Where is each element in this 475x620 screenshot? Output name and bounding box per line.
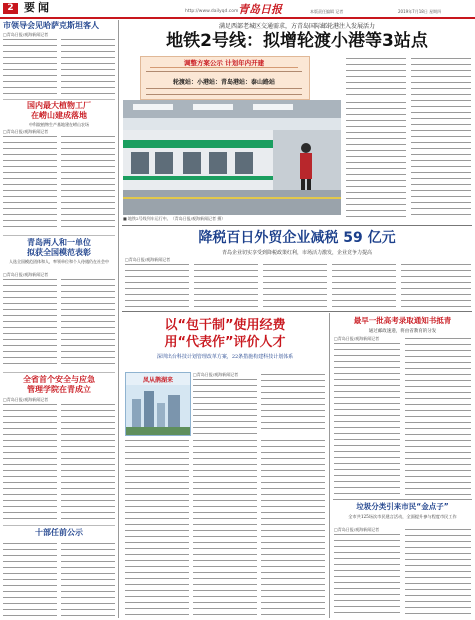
masthead-info: 本版责任编辑 记者 <box>310 9 344 14</box>
article-subtitle: 中科院植物生产基地建在崂山农场 <box>29 122 89 127</box>
story3-body <box>193 377 257 434</box>
right-story-body <box>334 341 400 496</box>
lead-box-title: 调整方案公示 计划年内开建 <box>183 59 265 67</box>
lead-body <box>346 100 406 220</box>
inset-graphic <box>125 372 191 436</box>
article-title: 十部任前公示 <box>35 528 83 537</box>
left-column-divider <box>118 20 119 618</box>
article-title: 全省首个安全与应急 管理学院在青成立 <box>23 375 95 394</box>
divider <box>3 525 115 526</box>
issue-date: 2019年7月18日 星期四 <box>398 9 442 14</box>
article-title: 国内最大植物工厂 在崂山建成落地 <box>27 101 91 120</box>
article-body <box>3 541 57 617</box>
story3-byline: □青岛日报/观海新闻记者 <box>193 372 239 377</box>
photo-caption: ■ 地铁2号线列车运行中。（青岛日报/观海新闻记者 摄） <box>123 216 226 221</box>
article-body <box>61 37 115 97</box>
building-illustration <box>126 385 190 435</box>
newspaper-logo: 青岛日报 <box>238 3 282 16</box>
story2-body <box>194 262 258 308</box>
masthead-rule <box>0 17 475 19</box>
lead-body <box>411 56 471 220</box>
story3-subhead: 深圳出台科技计划管理改革方案，22条措施构建科技计划体系 <box>156 354 294 360</box>
article-body <box>61 402 115 522</box>
right-story-title: 垃圾分类引来市民“金点子” <box>356 502 449 511</box>
story2-body <box>332 262 396 308</box>
lead-box-text <box>146 69 302 75</box>
story2-headline: 降税百日外贸企业减税 59 亿元 <box>198 230 396 246</box>
story3-body <box>261 438 325 617</box>
story2-byline: □青岛日报/观海新闻记者 <box>125 257 171 262</box>
masthead <box>0 0 475 17</box>
story2-body <box>401 262 471 308</box>
story2-body <box>263 262 327 308</box>
divider <box>150 67 298 68</box>
divider <box>333 499 472 500</box>
lead-kicker: 满足西部老城区交通需求，方青岛国际邮轮港注入发展活力 <box>218 23 375 30</box>
story3-body <box>193 438 257 617</box>
right-story-body <box>405 527 471 617</box>
right-story-subtitle: 全市共125场次市民建言活动，全面提升参与程度市民工作 <box>348 514 457 519</box>
lead-box-text <box>146 86 302 96</box>
section-rule <box>122 225 472 226</box>
section-rule <box>122 311 472 312</box>
article-body <box>61 134 115 232</box>
story3-body <box>125 438 189 617</box>
article-subtitle: 人选全国模范团体和人，率领单位和个人待遇仍在社会中 <box>9 259 109 264</box>
story3-headline-line1: 以“包干制”使用经费 <box>164 318 286 333</box>
article-title: 市领导会见哈萨克斯坦客人 <box>3 21 99 30</box>
article-byline: □青岛日报/观海新闻记者 <box>3 397 49 402</box>
section-title: 要闻 <box>24 1 52 14</box>
divider <box>3 99 115 100</box>
right-story-body <box>405 336 471 496</box>
story2-subhead: 青岛企业切实享受到降税政策红利，市场活力激发，企业竞争力提高 <box>221 250 372 256</box>
subway-train-illustration <box>123 100 341 215</box>
lead-headline: 地铁2号线：拟增轮渡小港等3站点 <box>166 31 428 51</box>
right-story-byline: □青岛日报/观海新闻记者 <box>334 336 380 341</box>
column-divider <box>329 313 330 618</box>
subway-photo <box>123 100 341 215</box>
right-story-subtitle: 通过邮政速递，将由省教育的分发 <box>368 329 437 334</box>
story3-body <box>261 372 325 434</box>
article-byline: □青岛日报/观海新闻记者 <box>3 129 49 134</box>
story2-body <box>125 262 189 308</box>
article-byline: □青岛日报/观海新闻记者 <box>3 272 49 277</box>
masthead-url[interactable]: http://www.dailyqd.com <box>185 9 239 14</box>
article-title: 青岛两人和一单位 拟获全国模范表彰 <box>27 238 91 257</box>
article-byline: □青岛日报/观海新闻记者 <box>3 32 49 37</box>
inset-title: 凤从鹊湖来 <box>142 377 173 384</box>
right-story-body <box>334 532 400 617</box>
article-body <box>61 541 115 617</box>
article-body <box>3 134 57 232</box>
article-body <box>3 37 57 97</box>
right-story-byline: □青岛日报/观海新闻记者 <box>334 527 380 532</box>
article-body <box>3 277 57 369</box>
lead-box-stations: 轮渡站：小港站：青岛港站：泰山路站 <box>172 79 275 86</box>
divider <box>3 235 115 236</box>
page-number: 2 <box>7 3 14 13</box>
story3-headline-line2: 用“代表作”评价人才 <box>164 335 286 350</box>
article-body <box>3 402 57 522</box>
article-body <box>61 277 115 369</box>
right-story-title: 最早一批高考录取通知书抵青 <box>353 316 452 325</box>
lead-body <box>346 56 406 98</box>
divider <box>3 372 115 373</box>
